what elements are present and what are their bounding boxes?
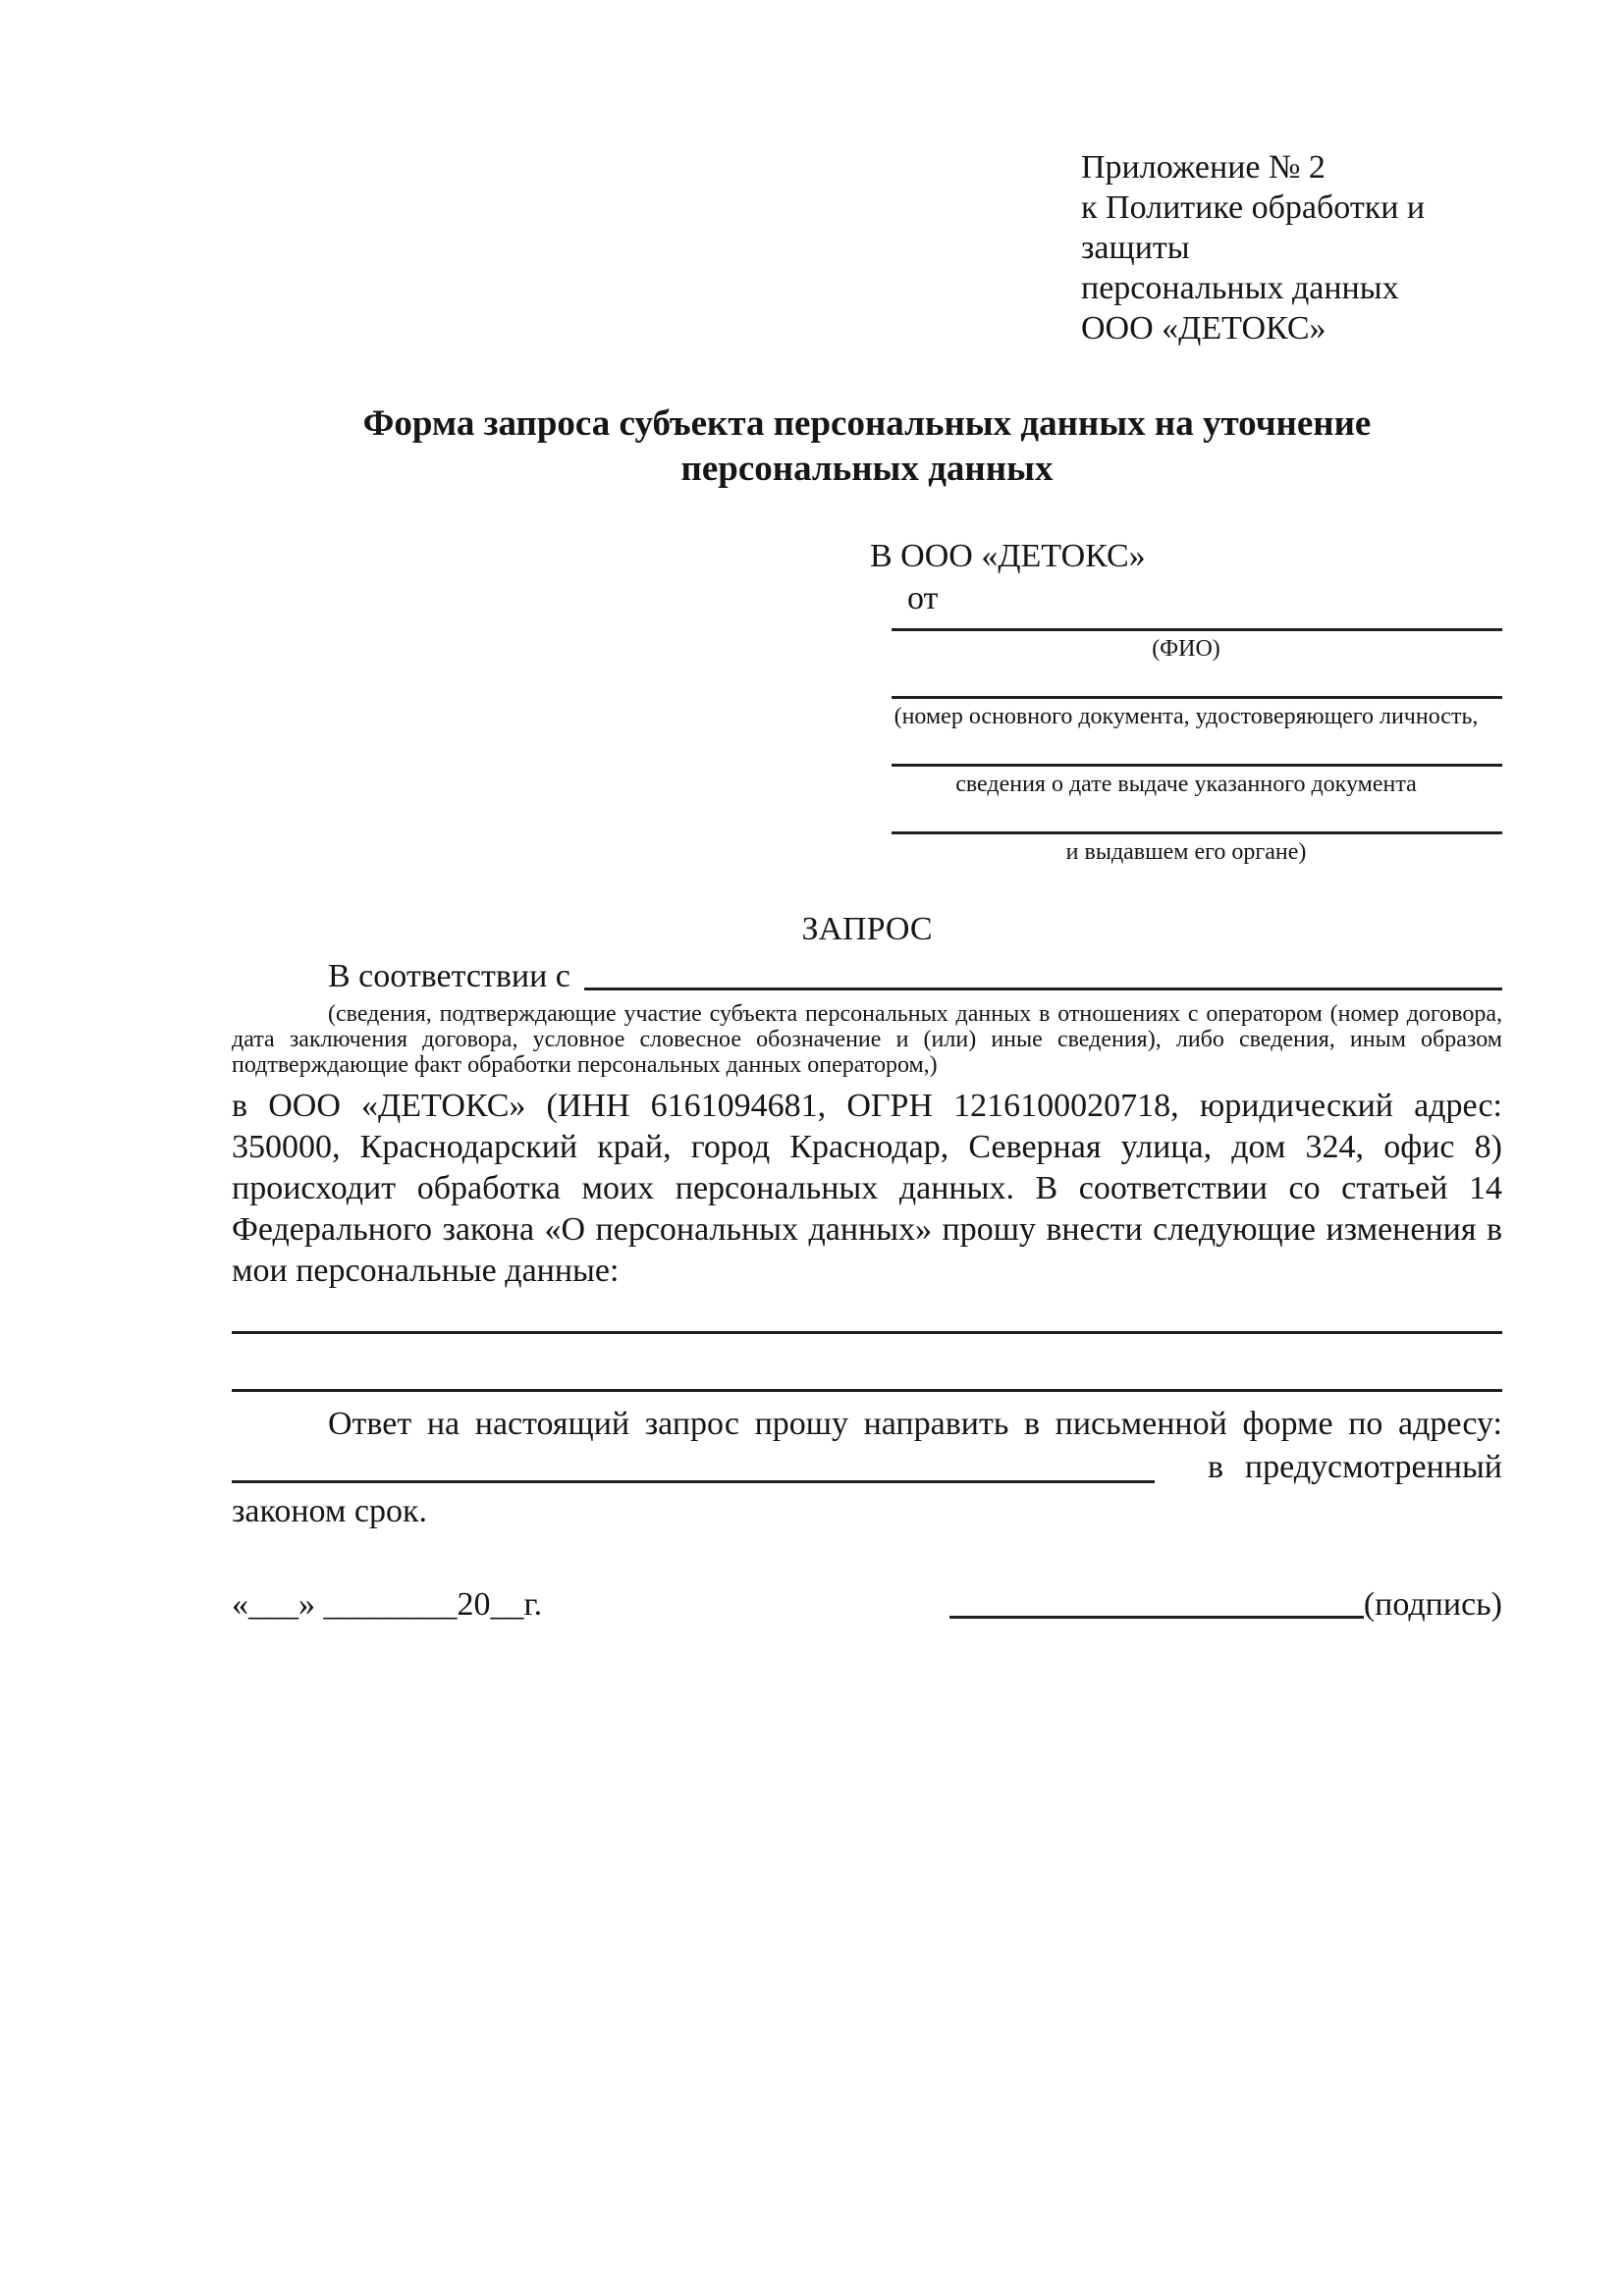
reply-word: предусмотренный xyxy=(1244,1449,1502,1485)
basis-footnote: (сведения, подтверждающие участие субъекта персональных данных в отношениях с оператором (номер договора, дата заключения договора, условное словесное обозначение и (или) иные сведения), либо сведения, иным образом подтверждающие факт обработки персональных данных оператором,) xyxy=(232,1001,1502,1078)
changes-blank-line-2 xyxy=(232,1389,1502,1392)
intro-prefix: В соответствии с xyxy=(328,958,570,994)
reply-word: в xyxy=(1208,1449,1224,1485)
appendix-header-line: ООО «ДЕТОКС» xyxy=(1081,310,1326,347)
fio-blank-line xyxy=(892,628,1502,631)
document-number-caption: (номер основного документа, удостоверяющего личность, xyxy=(893,704,1479,729)
recipient-block xyxy=(870,537,1502,866)
request-heading: ЗАПРОС xyxy=(801,911,933,947)
issuing-authority-caption: и выдавшем его органе) xyxy=(1065,839,1307,865)
issuing-authority-blank-line xyxy=(892,831,1502,834)
reply-address-row xyxy=(232,1445,1502,1490)
recipient-to: В ООО «ДЕТОКС» xyxy=(870,538,1146,574)
issue-date-caption: сведения о дате выдаче указанного документа xyxy=(955,772,1417,797)
request-body: в ООО «ДЕТОКС» (ИНН 6161094681, ОГРН 1216100020718, юридический адрес: 350000, Краснодарский край, город Краснодар, Северная улица, дом 324, офис 8) происходит обработка моих персональных данных. В соответствии со статьей 14 Федерального закона «О персональных данных» прошу внести следующие изменения в мои персональные данные: xyxy=(232,1088,1502,1289)
appendix-header-line: к Политике обработки и защиты xyxy=(1081,189,1426,266)
recipient-from-label: от xyxy=(907,580,939,616)
date-line: «___» ________20__г. xyxy=(232,1586,543,1623)
appendix-header xyxy=(1081,147,1505,348)
address-blank-line xyxy=(232,1480,1155,1483)
signature-blank-line xyxy=(949,1616,1364,1619)
appendix-header-line: Приложение № 2 xyxy=(1081,149,1326,186)
intro-row xyxy=(232,956,1502,997)
reply-instruction-end: законом срок. xyxy=(232,1493,427,1529)
signature-group xyxy=(949,1584,1502,1626)
changes-blank-line-1 xyxy=(232,1331,1502,1334)
fio-caption: (ФИО) xyxy=(1152,636,1220,662)
signature-caption: (подпись) xyxy=(1363,1586,1502,1623)
page-title: Форма запроса субъекта персональных данных на уточнение персональных данных xyxy=(362,403,1372,489)
reply-instruction: Ответ на настоящий запрос прошу направить в письменной форме по адресу: xyxy=(328,1406,1502,1442)
appendix-header-line: персональных данных xyxy=(1081,270,1399,306)
issue-date-blank-line xyxy=(892,764,1502,767)
footer-row xyxy=(232,1584,1502,1626)
document-number-blank-line xyxy=(892,696,1502,699)
basis-blank-line xyxy=(584,988,1502,990)
